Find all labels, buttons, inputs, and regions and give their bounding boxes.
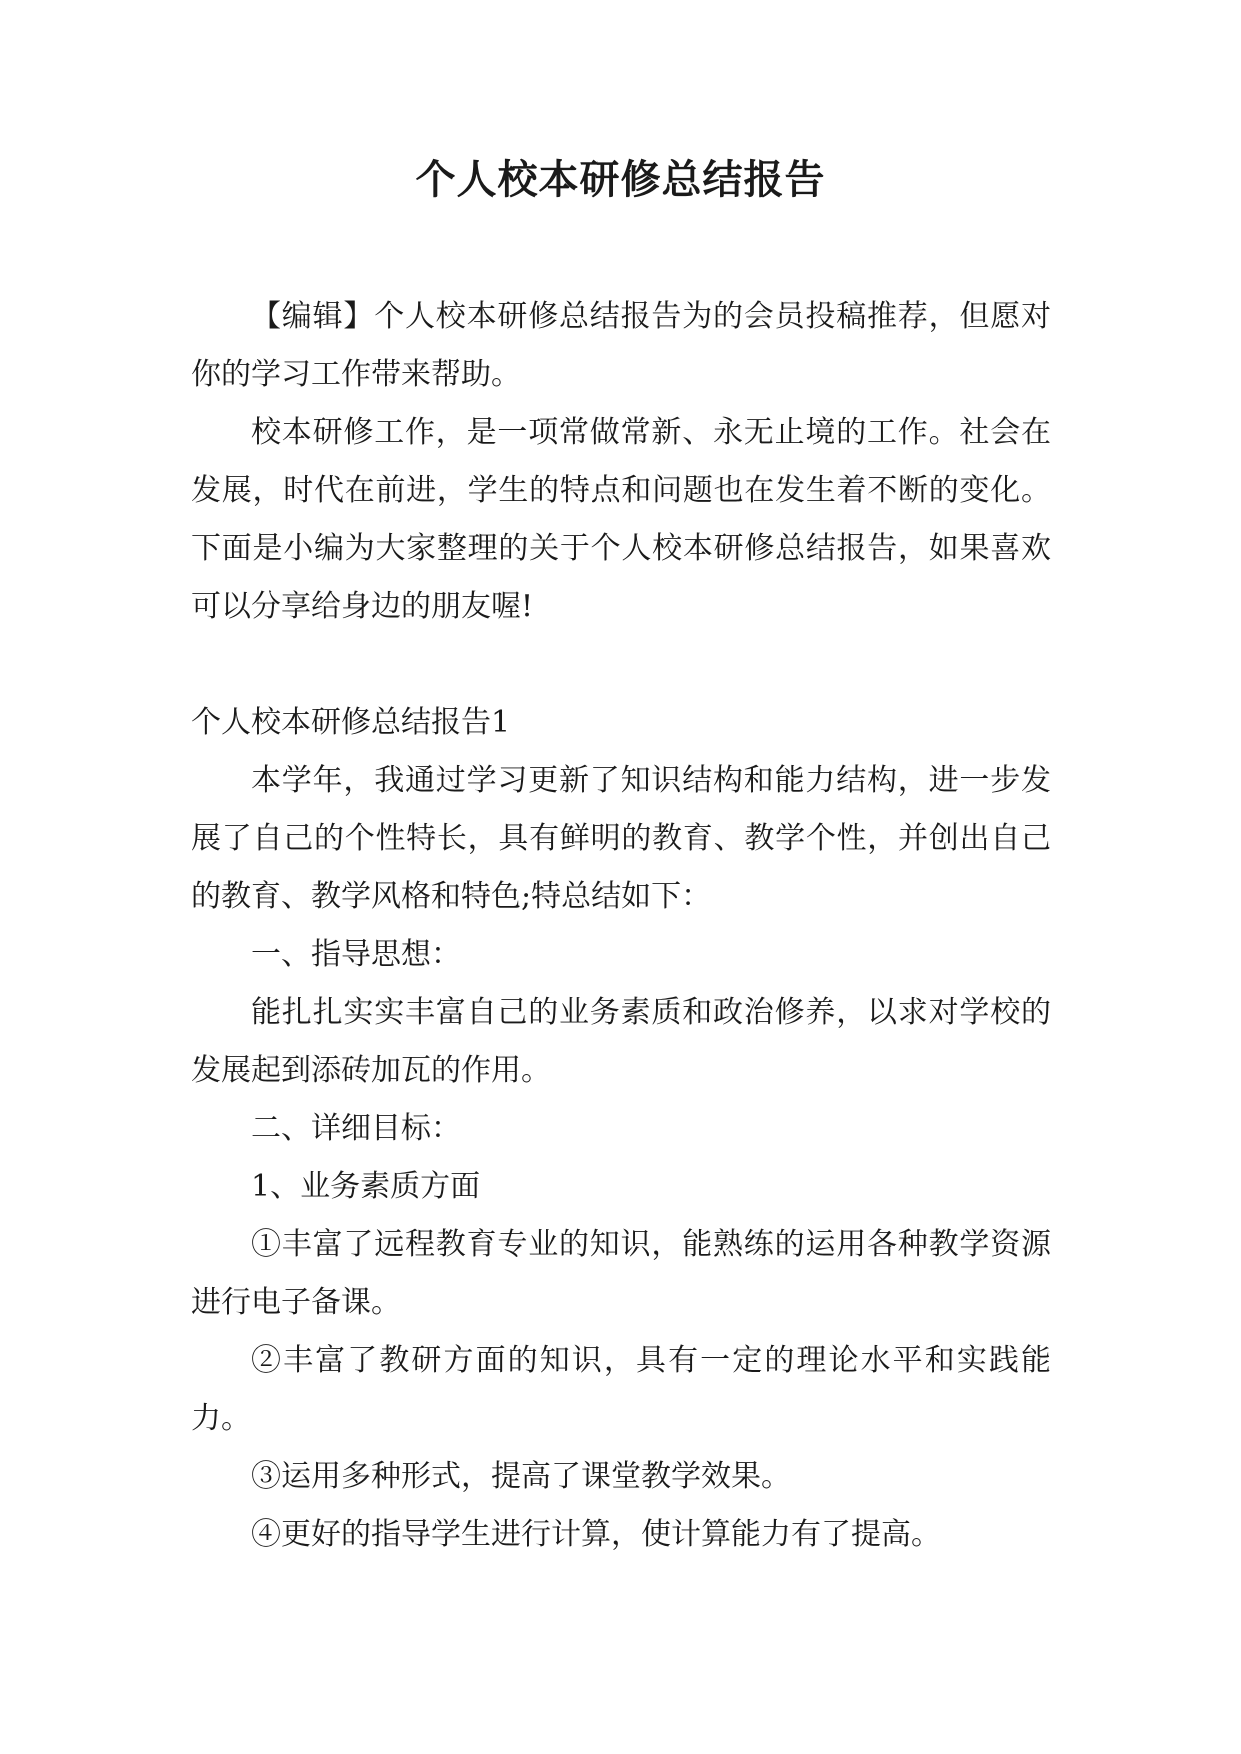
intro-editor-paragraph: 【编辑】个人校本研修总结报告为的会员投稿推荐，但愿对你的学习工作带来帮助。: [191, 299, 1051, 392]
section-title: 个人校本研修总结报告1: [191, 705, 511, 740]
intro-body-paragraph: 校本研修工作，是一项常做常新、永无止境的工作。社会在发展，时代在前进，学生的特点和问题也在发生着不断的变化。下面是小编为大家整理的关于个人校本研修总结报告，如果喜欢可以分享给身边的朋友喔!: [191, 415, 1051, 624]
heading-detailed-goals: 二、详细目标：: [251, 1111, 461, 1146]
sub-heading-business-quality: 1、业务素质方面: [251, 1169, 481, 1204]
list-item-4: ④更好的指导学生进行计算，使计算能力有了提高。: [251, 1517, 941, 1552]
list-item-2: ②丰富了教研方面的知识，具有一定的理论水平和实践能力。: [191, 1343, 1051, 1436]
document-body: [191, 288, 1051, 1564]
document-title: 个人校本研修总结报告: [415, 156, 826, 203]
section-paragraph-2: 能扎扎实实丰富自己的业务素质和政治修养，以求对学校的发展起到添砖加瓦的作用。: [191, 995, 1051, 1088]
section-paragraph-1: 本学年，我通过学习更新了知识结构和能力结构，进一步发展了自己的个性特长，具有鲜明的教育、教学个性，并创出自己的教育、教学风格和特色;特总结如下：: [191, 763, 1051, 914]
section-spacer: [191, 636, 1051, 694]
list-item-3: ③运用多种形式，提高了课堂教学效果。: [251, 1459, 791, 1494]
list-item-1: ①丰富了远程教育专业的知识，能熟练的运用各种教学资源进行电子备课。: [191, 1227, 1051, 1320]
heading-guiding-ideology: 一、指导思想：: [251, 937, 461, 972]
